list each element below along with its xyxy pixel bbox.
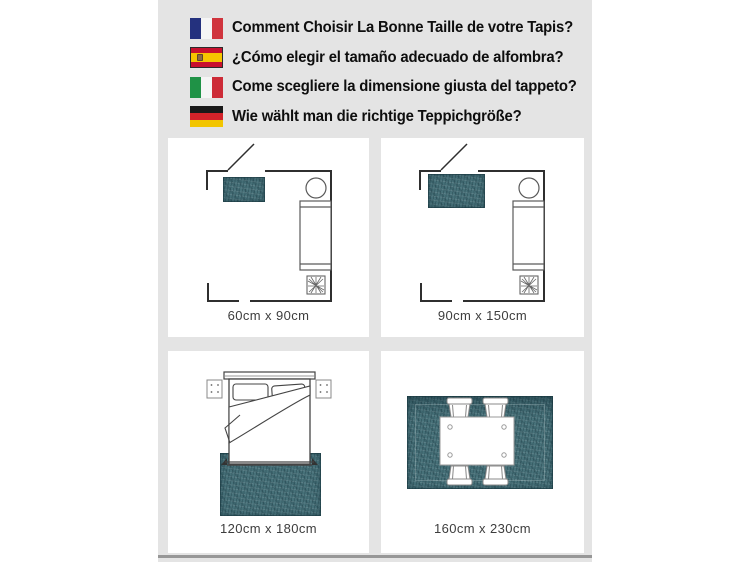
- panel-160x230: [381, 351, 584, 553]
- chair-top-right-icon: [483, 398, 508, 417]
- door-swing-icon: [441, 144, 467, 170]
- stool-icon: [519, 178, 539, 198]
- chair-bottom-right-icon: [483, 466, 508, 485]
- plant-icon: [520, 276, 538, 294]
- console-table-icon: [513, 201, 544, 270]
- title-german: Wie wählt man die richtige Teppichgröße?: [232, 107, 522, 125]
- door-swing-icon: [228, 144, 254, 170]
- header-row-german: [190, 106, 582, 128]
- header: [190, 17, 582, 135]
- title-french: Comment Choisir La Bonne Taille de votre Tapis?: [232, 19, 573, 36]
- title-spanish: ¿Cómo elegir el tamaño adecuado de alfombra?: [232, 48, 564, 66]
- header-row-italian: [190, 76, 582, 98]
- spain-coat-of-arms: [197, 54, 203, 61]
- spain-flag-icon: [190, 47, 223, 68]
- pillow-left-icon: [233, 384, 268, 400]
- chair-top-left-icon: [447, 398, 472, 417]
- rug-size-label: 120cm x 180cm: [220, 521, 317, 536]
- headboard-icon: [224, 372, 315, 379]
- nightstand-left-icon: [207, 380, 222, 398]
- france-flag-icon: [190, 18, 223, 39]
- rug-size-label: 90cm x 150cm: [437, 308, 528, 323]
- panel-60x90: [168, 138, 369, 337]
- header-row-spanish: [190, 47, 582, 69]
- rug-size-label: 60cm x 90cm: [227, 308, 310, 323]
- nightstand-right-icon: [316, 380, 331, 398]
- console-table-icon: [300, 201, 331, 270]
- header-row-french: [190, 17, 582, 39]
- chair-bottom-left-icon: [447, 466, 472, 485]
- plant-icon: [307, 276, 325, 294]
- germany-flag-icon: [190, 106, 223, 127]
- dining-table-icon: [440, 417, 514, 465]
- panel-90x150: [381, 138, 584, 337]
- rug-size-label: 160cm x 230cm: [434, 521, 531, 536]
- bottom-divider-line: [158, 555, 592, 558]
- italy-flag-icon: [190, 77, 223, 98]
- title-italian: Come scegliere la dimensione giusta del tappeto?: [232, 78, 577, 95]
- panel-120x180: [168, 351, 369, 553]
- stool-icon: [306, 178, 326, 198]
